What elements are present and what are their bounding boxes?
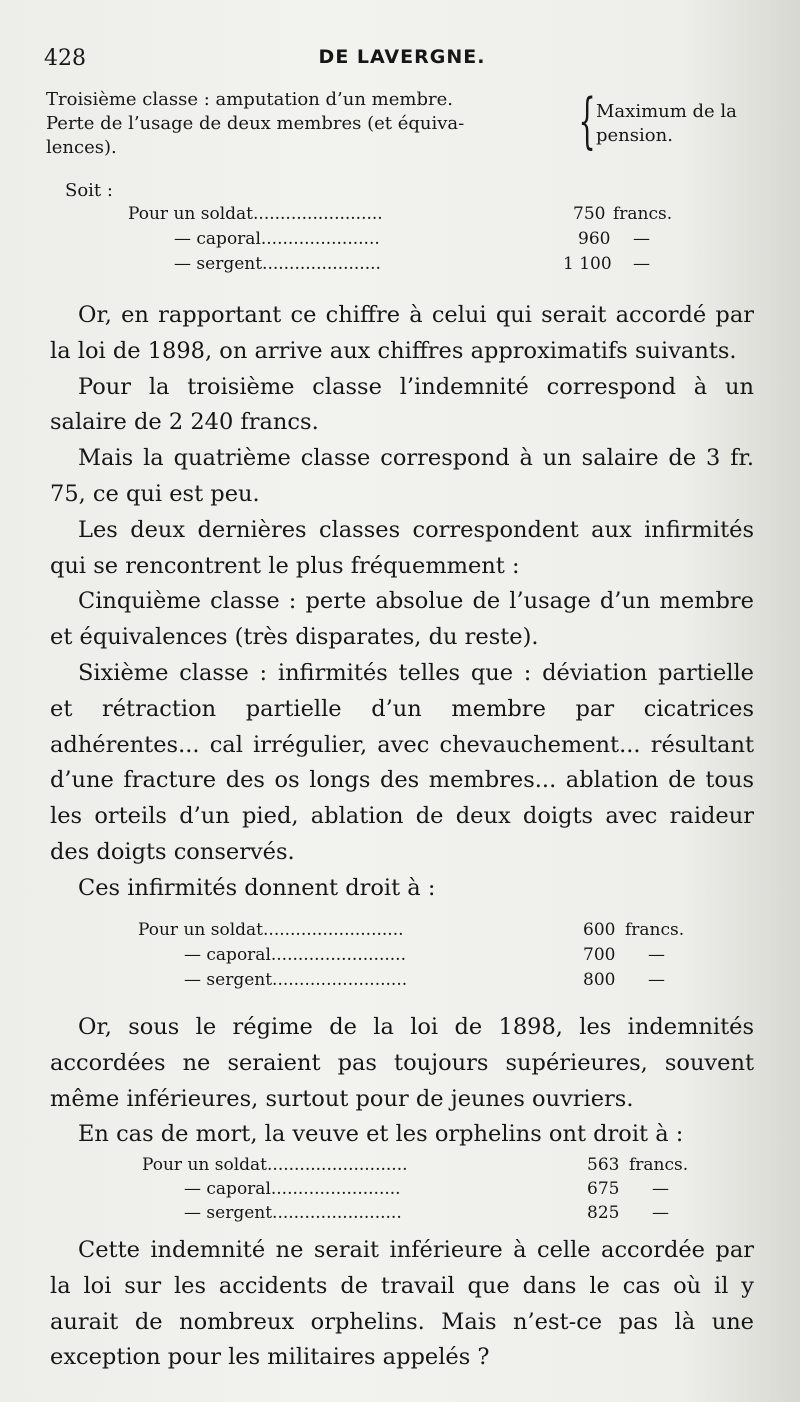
paragraph: En cas de mort, la veuve et les orphelins ont droit à : [78, 1121, 684, 1148]
pension-table-1 [128, 202, 688, 277]
row-unit: francs. [625, 920, 685, 940]
row-label: Pour un soldat.......................... [138, 920, 404, 940]
paragraph: Mais la quatrième classe correspond à un salaire de 3 fr. 75, ce qui est peu. [50, 445, 754, 507]
row-unit: — [652, 1203, 669, 1223]
paragraph: Cinquième classe : perte absolue de l’usage d’un membre et équivalences (très disparates, du reste). [50, 588, 754, 651]
row-value: 1 100 [563, 254, 612, 274]
text-block-2 [50, 1010, 754, 1153]
table-row [128, 202, 688, 227]
table-row [142, 1153, 702, 1177]
row-value: 563 [587, 1155, 620, 1175]
row-value: 600 [583, 920, 616, 940]
row-label: Pour un soldat........................ [128, 204, 383, 224]
row-value: 750 [573, 204, 606, 224]
paragraph: Sixième classe : infirmités telles que : déviation partielle et rétraction partielle d’un membre par cicatrices adhérentes... cal irrégulier, avec chevauchement... résultant d’une fracture des os longs des membres... ablation de tous les orteils d’un pied, ablation de deux doigts avec raideur des doigts conservés. [50, 659, 754, 865]
text-block-1 [50, 298, 754, 907]
maximum-pension-note: Maximum de la pension. [596, 101, 737, 146]
row-label: Pour un soldat.......................... [142, 1155, 408, 1175]
table-row [138, 943, 698, 968]
row-unit: — [633, 254, 650, 274]
row-value: 700 [583, 945, 616, 965]
row-value: 960 [578, 229, 611, 249]
pension-table-2 [138, 918, 698, 993]
pension-table-3 [142, 1153, 702, 1225]
row-unit: — [633, 229, 650, 249]
row-label: — caporal......................... [184, 945, 406, 965]
table-row [138, 968, 698, 993]
row-label: — caporal...................... [174, 229, 380, 249]
paragraph: Or, en rapportant ce chiffre à celui qui serait accordé par la loi de 1898, on arrive aux chiffres approximatifs suivants. [50, 302, 754, 364]
table-row [142, 1201, 702, 1225]
paragraph: Ces infirmités donnent droit à : [78, 874, 436, 901]
soit-label: Soit : [65, 180, 113, 201]
classes-line: lences). [46, 137, 117, 158]
classes-block [46, 88, 756, 164]
paragraph: Cette indemnité ne serait inférieure à celle accordée par la loi sur les accidents de travail que dans le cas où il y aurait de nombreux orphelins. Mais n’est-ce pas là une exception pour les militaires appelés ? [50, 1237, 754, 1371]
row-unit: — [652, 1179, 669, 1199]
row-unit: francs. [629, 1155, 689, 1175]
page-header [44, 46, 760, 76]
row-unit: francs. [613, 204, 673, 224]
classes-line: Perte de l’usage de deux membres (et équiva- [46, 113, 465, 134]
classes-left-text [46, 88, 524, 160]
table-row [128, 227, 688, 252]
paragraph: Les deux dernières classes correspondent aux infirmités qui se rencontrent le plus fréquemment : [50, 516, 754, 579]
paragraph: Or, sous le régime de la loi de 1898, les indemnités accordées ne seraient pas toujours supérieures, souvent même inférieures, surtout pour de jeunes ouvriers. [50, 1014, 754, 1112]
table-row [128, 252, 688, 277]
table-row [142, 1177, 702, 1201]
row-value: 675 [587, 1179, 620, 1199]
row-label: — caporal........................ [184, 1179, 401, 1199]
running-head: DE LAVERGNE. [318, 46, 486, 68]
brace-glyph: { [578, 86, 596, 156]
table-row [138, 918, 698, 943]
row-label: — sergent........................ [184, 1203, 402, 1223]
text-block-3 [50, 1233, 754, 1376]
row-label: — sergent......................... [184, 970, 408, 990]
row-label: — sergent...................... [174, 254, 381, 274]
paragraph: Pour la troisième classe l’indemnité correspond à un salaire de 2 240 francs. [50, 373, 754, 436]
row-value: 825 [587, 1203, 620, 1223]
classes-line: Troisième classe : amputation d’un membre. [46, 89, 453, 110]
row-unit: — [648, 970, 665, 990]
page-number: 428 [44, 46, 86, 71]
row-unit: — [648, 945, 665, 965]
row-value: 800 [583, 970, 616, 990]
